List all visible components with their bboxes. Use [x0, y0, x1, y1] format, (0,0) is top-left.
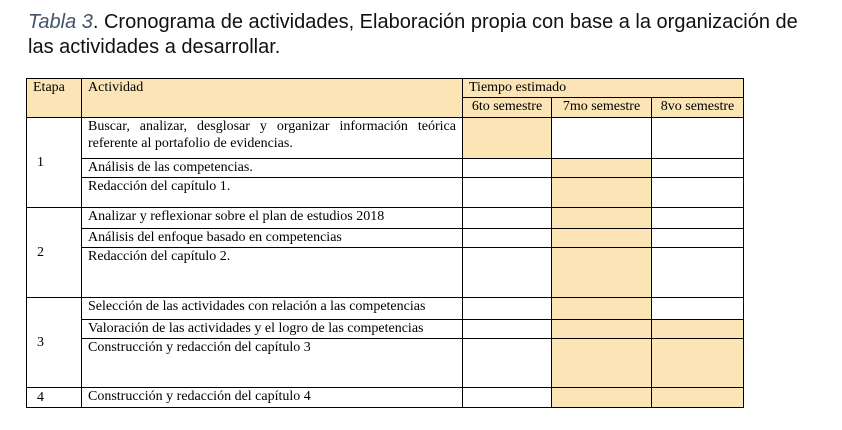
- table-row: [27, 298, 744, 320]
- time-cell: [652, 388, 744, 408]
- header-etapa: Etapa: [27, 79, 82, 118]
- time-cell: [652, 248, 744, 298]
- time-cell: [552, 298, 652, 320]
- time-cell: [652, 339, 744, 388]
- activity-cell: Construcción y redacción del capítulo 3: [82, 339, 463, 388]
- table-row: [27, 339, 744, 388]
- table-row: [27, 208, 744, 229]
- header-tiempo: Tiempo estimado: [463, 79, 744, 98]
- time-cell: [552, 178, 652, 208]
- time-cell: [652, 208, 744, 229]
- time-cell: [652, 320, 744, 339]
- header-semester-8: 8vo semestre: [652, 98, 744, 118]
- time-cell: [652, 118, 744, 159]
- time-cell: [463, 388, 552, 408]
- stage-number: 2: [27, 208, 82, 298]
- time-cell: [652, 298, 744, 320]
- time-cell: [463, 229, 552, 248]
- time-cell: [552, 388, 652, 408]
- caption-label: Tabla 3: [28, 11, 93, 33]
- time-cell: [463, 208, 552, 229]
- time-cell: [652, 159, 744, 178]
- time-cell: [552, 118, 652, 159]
- table-row: [27, 118, 744, 159]
- time-cell: [463, 320, 552, 339]
- time-cell: [552, 339, 652, 388]
- time-cell: [463, 159, 552, 178]
- caption-text: . Cronograma de actividades, Elaboración propia con base a la organización de las actividades a desarrollar.: [28, 11, 798, 58]
- time-cell: [463, 178, 552, 208]
- activity-cell: Redacción del capítulo 1.: [82, 178, 463, 208]
- time-cell: [552, 208, 652, 229]
- activity-cell: Análisis de las competencias.: [82, 159, 463, 178]
- header-semester-7: 7mo semestre: [552, 98, 652, 118]
- table-row: [27, 248, 744, 298]
- time-cell: [652, 178, 744, 208]
- schedule-table: [26, 78, 744, 408]
- time-cell: [463, 298, 552, 320]
- activity-cell: Construcción y redacción del capítulo 4: [82, 388, 463, 408]
- activity-cell: Análisis del enfoque basado en competencias: [82, 229, 463, 248]
- header-row: [27, 79, 744, 98]
- stage-number: 1: [27, 118, 82, 208]
- table-row: [27, 159, 744, 178]
- stage-number: 3: [27, 298, 82, 388]
- time-cell: [552, 229, 652, 248]
- time-cell: [463, 118, 552, 159]
- table-row: [27, 388, 744, 408]
- table-row: [27, 320, 744, 339]
- activity-cell: Analizar y reflexionar sobre el plan de estudios 2018: [82, 208, 463, 229]
- header-actividad: Actividad: [82, 79, 463, 118]
- time-cell: [463, 339, 552, 388]
- time-cell: [463, 248, 552, 298]
- activity-cell: Valoración de las actividades y el logro de las competencias: [82, 320, 463, 339]
- table-caption: [28, 10, 828, 60]
- activity-cell: Redacción del capítulo 2.: [82, 248, 463, 298]
- activity-cell: Buscar, analizar, desglosar y organizar información teórica referente al portafolio de evidencias.: [82, 118, 463, 159]
- time-cell: [552, 248, 652, 298]
- activity-cell: Selección de las actividades con relación a las competencias: [82, 298, 463, 320]
- stage-number: 4: [27, 388, 82, 408]
- table-row: [27, 178, 744, 208]
- time-cell: [552, 159, 652, 178]
- header-semester-6: 6to semestre: [463, 98, 552, 118]
- time-cell: [552, 320, 652, 339]
- time-cell: [652, 229, 744, 248]
- table-row: [27, 229, 744, 248]
